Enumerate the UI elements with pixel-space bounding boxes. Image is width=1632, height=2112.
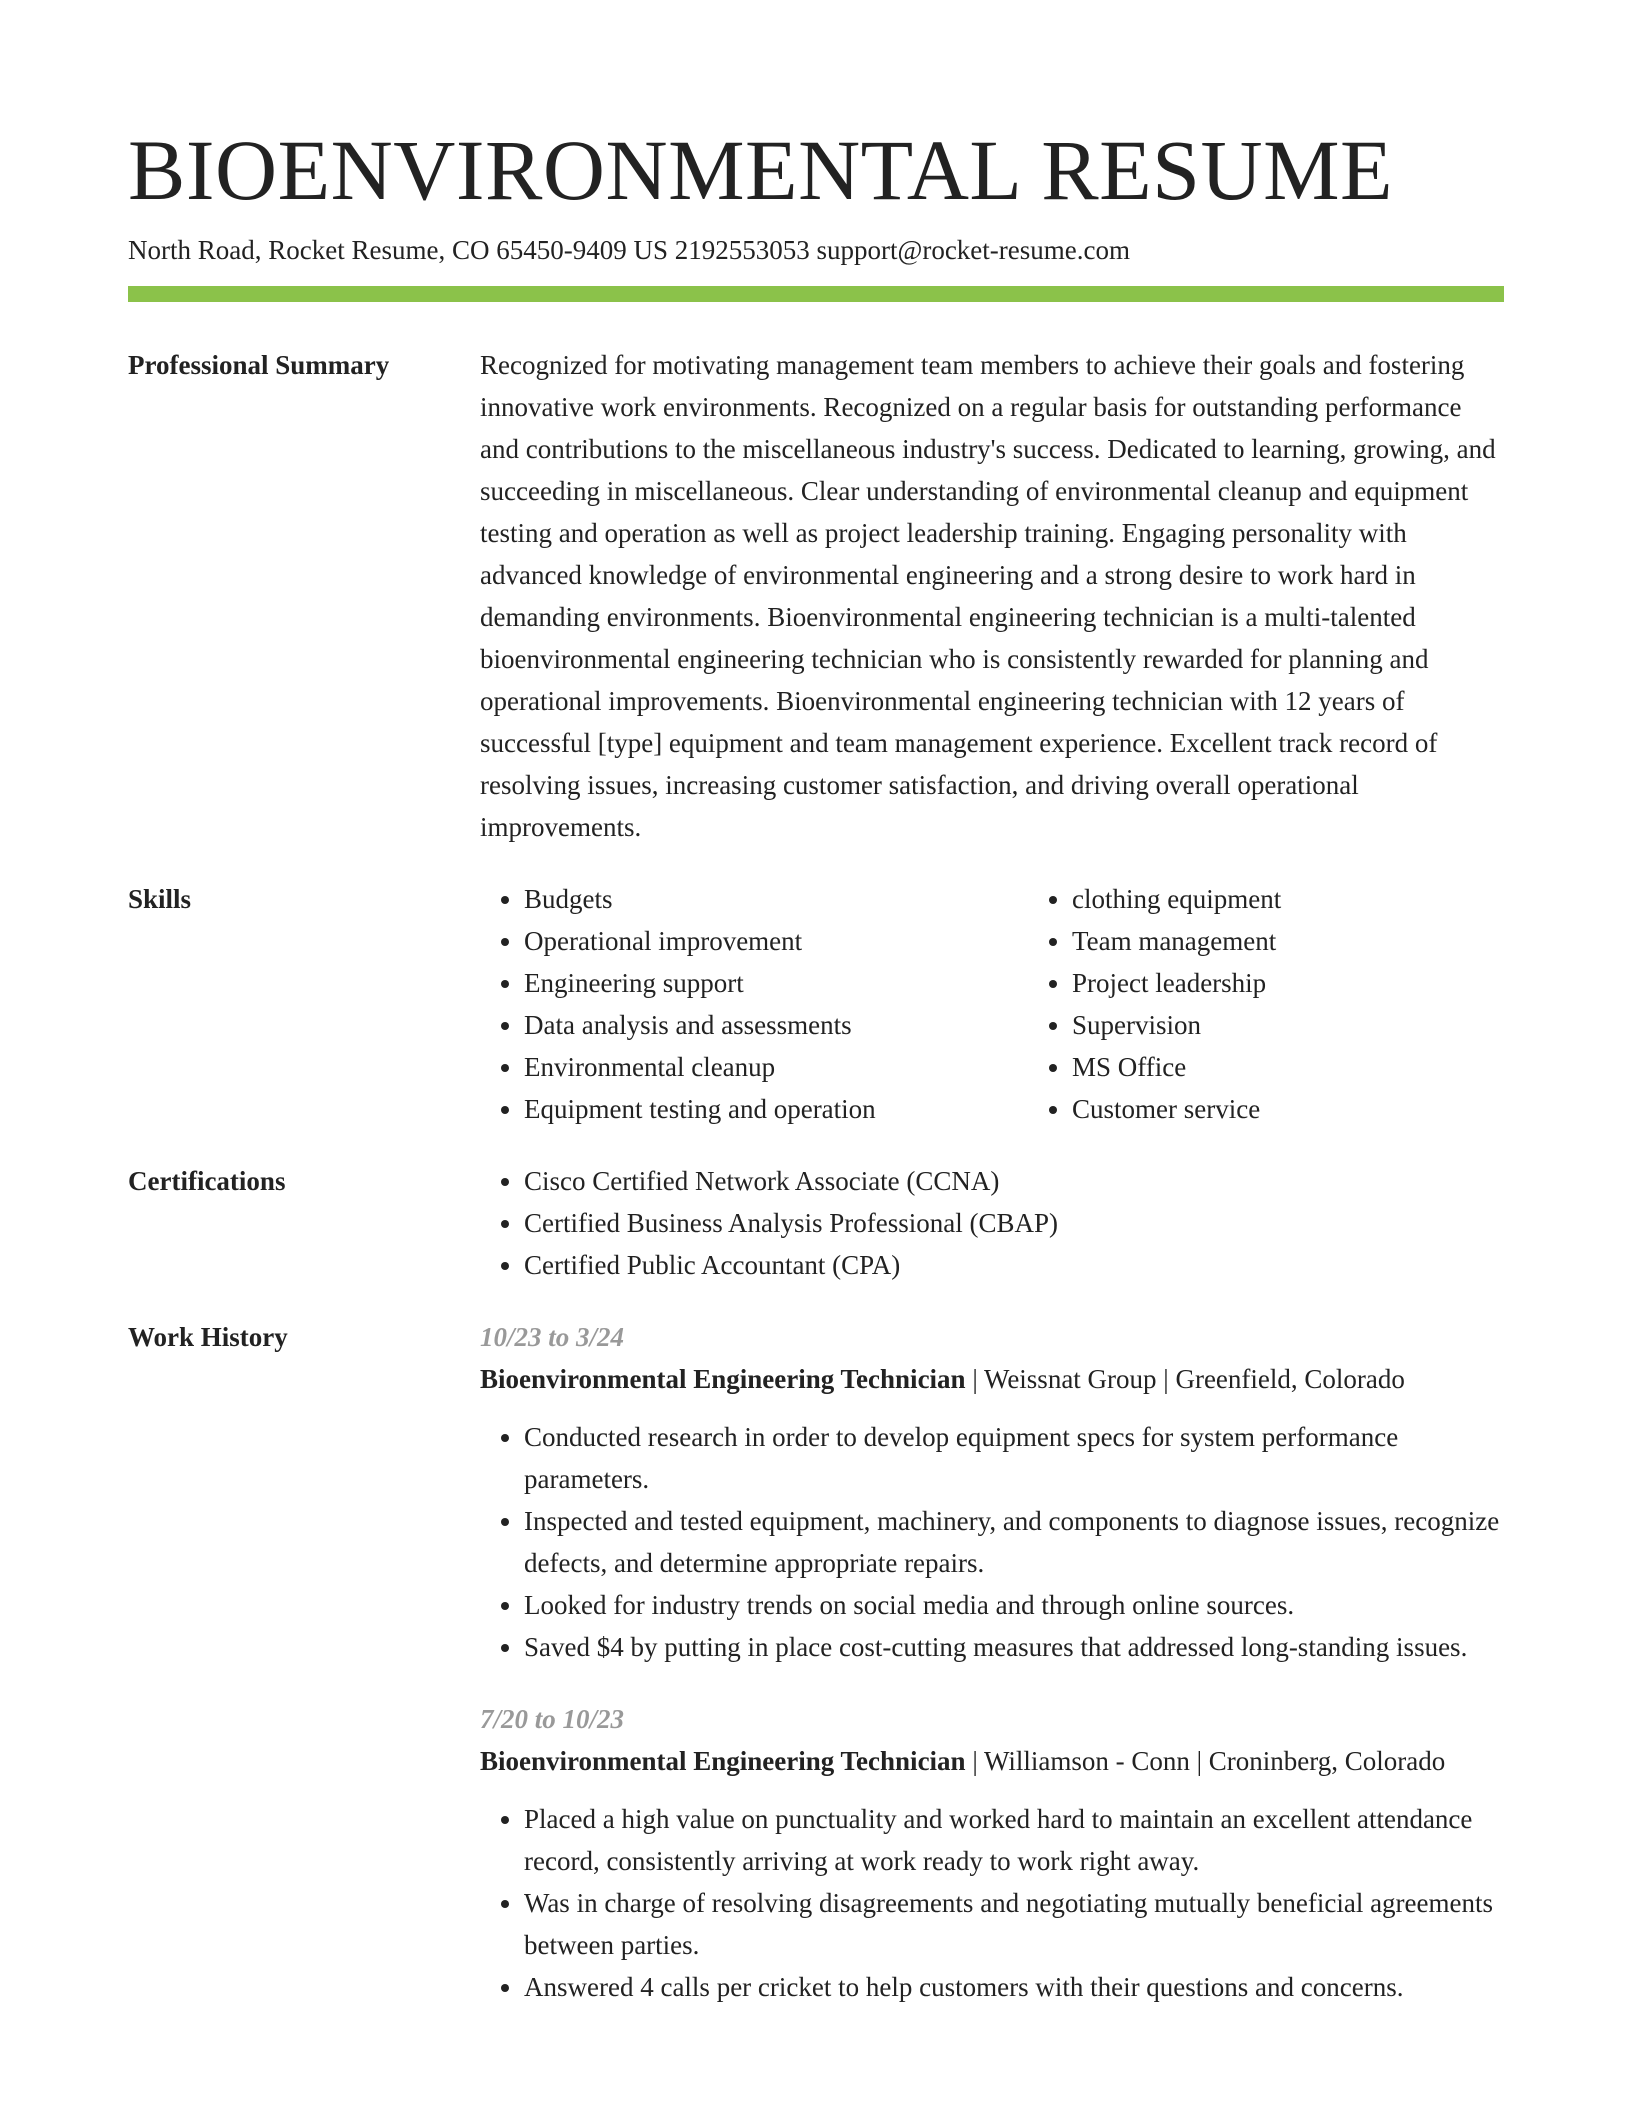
work-history-section — [128, 1316, 1504, 2038]
job-bullet: • Was in charge of resolving disagreements and negotiating mutually beneficial agreements between parties. — [524, 1882, 1504, 1966]
skills-list-left — [480, 878, 1028, 1130]
skills-list-right — [1028, 878, 1576, 1130]
skill-item: • Team management — [1072, 920, 1576, 962]
skill-item: • Supervision — [1072, 1004, 1576, 1046]
job-header — [480, 1358, 1504, 1400]
section-label: Skills — [128, 884, 192, 914]
skill-item: • Environmental cleanup — [524, 1046, 1028, 1088]
job-bullets — [480, 1416, 1504, 1668]
skill-item: • MS Office — [1072, 1046, 1576, 1088]
skill-item: • Equipment testing and operation — [524, 1088, 1028, 1130]
job-title: Bioenvironmental Engineering Technician — [480, 1364, 966, 1394]
skills-columns — [480, 878, 1576, 1130]
job-entry — [480, 1698, 1504, 2008]
skills-section — [128, 878, 1504, 1130]
job-details: | Weissnat Group | Greenfield, Colorado — [965, 1364, 1405, 1394]
section-label: Professional Summary — [128, 350, 390, 380]
job-bullet: • Placed a high value on punctuality and worked hard to maintain an excellent attendance record, consistently arriving at work ready to work right away. — [524, 1798, 1504, 1882]
skill-item: • Operational improvement — [524, 920, 1028, 962]
certification-item: • Cisco Certified Network Associate (CCNA) — [524, 1160, 1504, 1202]
section-body — [480, 1316, 1504, 2038]
job-entry — [480, 1316, 1504, 1668]
job-bullet: • Inspected and tested equipment, machinery, and components to diagnose issues, recognize defects, and determine appropriate repairs. — [524, 1500, 1504, 1584]
section-label: Certifications — [128, 1166, 286, 1196]
job-dates: 7/20 to 10/23 — [480, 1704, 625, 1734]
job-bullets — [480, 1798, 1504, 2008]
job-bullet: • Answered 4 calls per cricket to help customers with their questions and concerns. — [524, 1966, 1504, 2008]
job-bullet: • Looked for industry trends on social media and through online sources. — [524, 1584, 1504, 1626]
summary-text: Recognized for motivating management team members to achieve their goals and fostering innovative work environments. Recognized on a regular basis for outstanding performance and contributions to the miscellaneous industry's success. Dedicated to learning, growing, and succeeding in miscellaneous. Clear understanding of environmental cleanup and equipment testing and operation as well as project leadership training. Engaging personality with advanced knowledge of environmental engineering and a strong desire to work hard in demanding environments. Bioenvironmental engineering technician is a multi-talented bioenvironmental engineering technician who is consistently rewarded for planning and operational improvements. Bioenvironmental engineering technician with 12 years of successful [type] equipment and team management experience. Excellent track record of resolving issues, increasing customer satisfaction, and driving overall operational improvements. — [480, 350, 1496, 842]
professional-summary-section — [128, 344, 1504, 848]
skill-item: • Data analysis and assessments — [524, 1004, 1028, 1046]
skill-item: • Customer service — [1072, 1088, 1576, 1130]
job-bullet: • Saved $4 by putting in place cost-cutting measures that addressed long-standing issues. — [524, 1626, 1504, 1668]
certifications-list — [480, 1160, 1504, 1286]
accent-divider — [128, 286, 1504, 302]
certifications-section — [128, 1160, 1504, 1286]
skill-item: • Engineering support — [524, 962, 1028, 1004]
job-bullet: • Conducted research in order to develop equipment specs for system performance parameters. — [524, 1416, 1504, 1500]
skill-item: • clothing equipment — [1072, 878, 1576, 920]
job-title: Bioenvironmental Engineering Technician — [480, 1746, 966, 1776]
job-details: | Williamson - Conn | Croninberg, Colorado — [965, 1746, 1446, 1776]
job-dates: 10/23 to 3/24 — [480, 1322, 625, 1352]
skill-item: • Budgets — [524, 878, 1028, 920]
certification-item: • Certified Business Analysis Professional (CBAP) — [524, 1202, 1504, 1244]
section-label: Work History — [128, 1322, 288, 1352]
job-header — [480, 1740, 1504, 1782]
skill-item: • Project leadership — [1072, 962, 1576, 1004]
section-body — [480, 344, 1504, 848]
section-body — [480, 1160, 1504, 1286]
resume-title: BIOENVIRONMENTAL RESUME — [128, 122, 1394, 218]
certification-item: • Certified Public Accountant (CPA) — [524, 1244, 1504, 1286]
contact-line: North Road, Rocket Resume, CO 65450-9409 US 2192553053 support@rocket-resume.com — [128, 235, 1130, 265]
section-body — [480, 878, 1576, 1130]
